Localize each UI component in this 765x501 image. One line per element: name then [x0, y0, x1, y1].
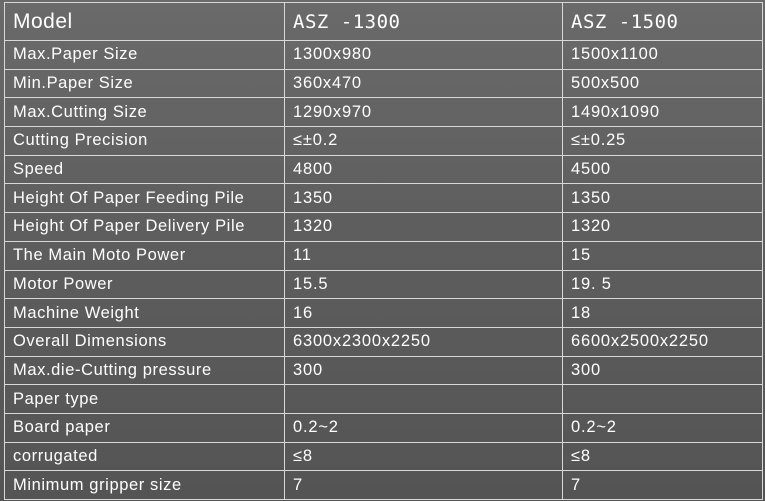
row-label: Max.Cutting Size — [5, 98, 285, 127]
table-row — [5, 155, 763, 184]
table-row — [5, 270, 763, 299]
row-value-1: 11 — [285, 241, 563, 270]
table-row — [5, 356, 763, 385]
row-value-2: 0.2~2 — [563, 413, 763, 442]
row-value-1: 1290x970 — [285, 98, 563, 127]
row-label: Motor Power — [5, 270, 285, 299]
row-label: Max.Paper Size — [5, 41, 285, 70]
table-row — [5, 442, 763, 471]
row-value-2: 1500x1100 — [563, 41, 763, 70]
row-value-2: ≤±0.25 — [563, 127, 763, 156]
table-row — [5, 385, 763, 414]
row-value-1 — [285, 385, 563, 414]
table-row — [5, 69, 763, 98]
row-value-2: 500x500 — [563, 69, 763, 98]
row-label: Board paper — [5, 413, 285, 442]
row-label: Height Of Paper Delivery Pile — [5, 213, 285, 242]
header-model-1: ASZ -1300 — [285, 3, 563, 41]
row-value-2: 1490x1090 — [563, 98, 763, 127]
row-value-2: ≤8 — [563, 442, 763, 471]
row-label: The Main Moto Power — [5, 241, 285, 270]
table-row — [5, 127, 763, 156]
row-label: Minimum gripper size — [5, 471, 285, 500]
row-value-1: 1320 — [285, 213, 563, 242]
row-value-1: 7 — [285, 471, 563, 500]
table-row — [5, 41, 763, 70]
row-value-1: 15.5 — [285, 270, 563, 299]
table-row — [5, 413, 763, 442]
row-value-2: 7 — [563, 471, 763, 500]
row-label: Machine Weight — [5, 299, 285, 328]
row-value-2: 6600x2500x2250 — [563, 327, 763, 356]
row-label: Overall Dimensions — [5, 327, 285, 356]
row-value-1: 1350 — [285, 184, 563, 213]
row-value-1: 360x470 — [285, 69, 563, 98]
header-label: Model — [5, 3, 285, 41]
row-value-1: 300 — [285, 356, 563, 385]
table-row — [5, 184, 763, 213]
table-row — [5, 299, 763, 328]
table-row — [5, 241, 763, 270]
row-value-2: 18 — [563, 299, 763, 328]
row-value-1: ≤±0.2 — [285, 127, 563, 156]
row-value-2: 19. 5 — [563, 270, 763, 299]
row-label: Cutting Precision — [5, 127, 285, 156]
row-label: Paper type — [5, 385, 285, 414]
header-model-2: ASZ -1500 — [563, 3, 763, 41]
row-value-2 — [563, 385, 763, 414]
row-label: corrugated — [5, 442, 285, 471]
table-row — [5, 213, 763, 242]
row-value-2: 1320 — [563, 213, 763, 242]
table-row — [5, 327, 763, 356]
spec-table — [4, 2, 763, 500]
row-value-1: ≤8 — [285, 442, 563, 471]
row-label: Min.Paper Size — [5, 69, 285, 98]
row-value-2: 15 — [563, 241, 763, 270]
row-value-2: 300 — [563, 356, 763, 385]
row-value-1: 6300x2300x2250 — [285, 327, 563, 356]
table-row — [5, 471, 763, 500]
row-value-2: 4500 — [563, 155, 763, 184]
row-label: Speed — [5, 155, 285, 184]
row-label: Max.die-Cutting pressure — [5, 356, 285, 385]
row-value-1: 4800 — [285, 155, 563, 184]
row-value-2: 1350 — [563, 184, 763, 213]
table-header-row — [5, 3, 763, 41]
row-label: Height Of Paper Feeding Pile — [5, 184, 285, 213]
row-value-1: 1300x980 — [285, 41, 563, 70]
row-value-1: 0.2~2 — [285, 413, 563, 442]
row-value-1: 16 — [285, 299, 563, 328]
table-row — [5, 98, 763, 127]
